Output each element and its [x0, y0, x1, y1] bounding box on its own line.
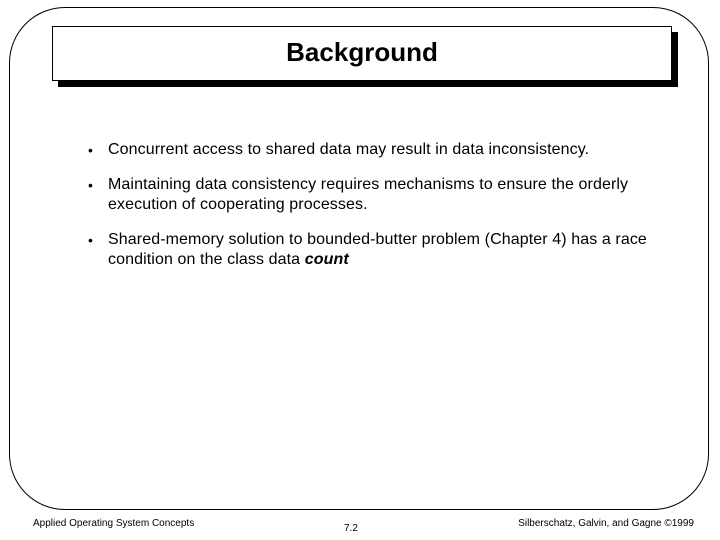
slide-title: Background	[286, 37, 438, 67]
bullet-icon: •	[88, 177, 94, 193]
bullet-icon: •	[88, 142, 94, 158]
emphasized-term: count	[304, 251, 349, 268]
footer-page-number: 7.2	[344, 523, 358, 534]
footer-copyright: Silberschatz, Galvin, and Gagne ©1999	[518, 518, 694, 529]
bullet-item	[88, 175, 648, 215]
bullet-item	[88, 140, 648, 160]
bullet-icon: •	[88, 232, 94, 248]
bullet-text: Concurrent access to shared data may result in data inconsistency.	[108, 141, 590, 158]
title-box	[52, 26, 672, 81]
footer-course-title: Applied Operating System Concepts	[33, 518, 195, 529]
bullet-text: Shared-memory solution to bounded-butter problem (Chapter 4) has a race condition on the class data	[108, 231, 647, 268]
bullet-item	[88, 230, 648, 270]
bullet-list	[88, 140, 648, 270]
bullet-text: Maintaining data consistency requires mechanisms to ensure the orderly execution of cooperating processes.	[108, 176, 629, 213]
